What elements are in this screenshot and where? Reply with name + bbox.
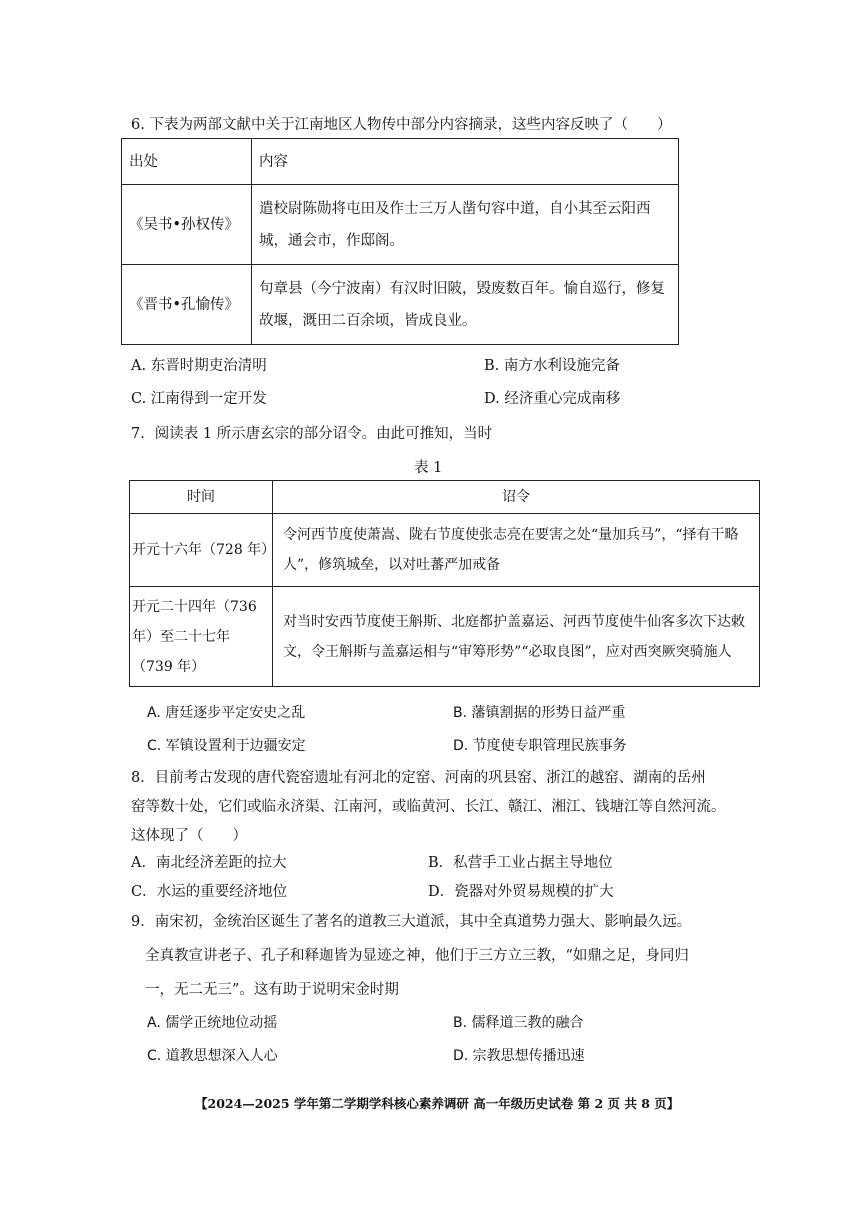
table-header-time: 时间 [130, 481, 273, 514]
q7-table-caption: 表 1 [414, 460, 443, 476]
q7-table [129, 480, 760, 687]
q6-table [121, 138, 679, 345]
table-header-source: 出处 [122, 139, 252, 185]
q7-option-b: B. 藩镇割据的形势日益严重 [453, 705, 626, 721]
q6-option-a: A. 东晋时期吏治清明 [131, 358, 267, 374]
q6-option-d: D. 经济重心完成南移 [484, 391, 621, 407]
q9-option-a: A. 儒学正统地位动摇 [147, 1015, 278, 1031]
page-footer: 【2024—2025 学年第二学期学科核心素养调研 高一年级历史试卷 第 2 页 共 8 页】 [195, 1096, 680, 1111]
table-row [130, 587, 760, 687]
q9-stem-line1: 9．南宋初，金统治区诞生了著名的道教三大道派，其中全真道势力强大、影响最久远。 [131, 914, 692, 930]
q7-stem: 7．阅读表 1 所示唐玄宗的部分诏令。由此可推知，当时 [131, 426, 493, 442]
table-row [122, 265, 679, 345]
q8-stem-line1: 8．目前考古发现的唐代瓷窑遗址有河北的定窑、河南的巩县窑、浙江的越窑、湖南的岳州 [131, 770, 706, 786]
q8-option-c: C．水运的重要经济地位 [131, 884, 288, 900]
table-cell-decree: 对当时安西节度使王斛斯、北庭都护盖嘉运、河西节度使牛仙客多次下达敕文，令王斛斯与盖嘉运相与“审筹形势”“必取良图”，应对西突厥突骑施人 [273, 587, 760, 687]
q7-option-c: C. 军镇设置利于边疆安定 [147, 738, 306, 754]
table-cell-content: 句章县（今宁波南）有汉时旧陂，毁废数百年。愉自巡行，修复故堰，溉田二百余顷，皆成良业。 [252, 265, 679, 345]
q8-stem-line2: 窑等数十处，它们或临永济渠、江南河，或临黄河、长江、赣江、湘江、钱塘江等自然河流。 [131, 799, 726, 815]
q9-option-d: D. 宗教思想传播迅速 [453, 1048, 585, 1064]
q9-stem-line2: 全真教宣讲老子、孔子和释迦皆为显迹之神，他们于三方立三教，“如鼎之足，身同归 [145, 948, 689, 964]
q9-stem-line3: 一，无二无三”。这有助于说明宋金时期 [145, 982, 399, 998]
table-row [122, 185, 679, 265]
q8-option-a: A．南北经济差距的拉大 [131, 855, 287, 871]
table-header-decree: 诏令 [273, 481, 760, 514]
table-cell-source: 《晋书•孔愉传》 [122, 265, 252, 345]
q7-option-a: A. 唐廷逐步平定安史之乱 [147, 705, 306, 721]
q9-option-c: C. 道教思想深入人心 [147, 1048, 278, 1064]
q7-option-d: D. 节度使专职管理民族事务 [453, 738, 627, 754]
q9-option-b: B. 儒释道三教的融合 [453, 1015, 584, 1031]
q6-stem: 6. 下表为两部文献中关于江南地区人物传中部分内容摘录，这些内容反映了（ ） [131, 117, 672, 133]
table-cell-time: 开元十六年（728 年） [130, 514, 273, 587]
table-header-content: 内容 [252, 139, 679, 185]
table-cell-content: 遣校尉陈勋将屯田及作士三万人凿句容中道，自小其至云阳西城，通会市，作邸阁。 [252, 185, 679, 265]
table-header-row [122, 139, 679, 185]
q6-option-c: C. 江南得到一定开发 [131, 391, 267, 407]
table-cell-decree: 令河西节度使萧嵩、陇右节度使张志亮在要害之处“量加兵马”，“择有干略人”，修筑城垒，以对吐蕃严加戒备 [273, 514, 760, 587]
table-cell-time: 开元二十四年（736 年）至二十七年（739 年） [130, 587, 273, 687]
q8-stem-line3: 这体现了（ ） [131, 828, 247, 844]
q8-option-b: B．私营手工业占据主导地位 [428, 855, 613, 871]
q6-option-b: B. 南方水利设施完备 [484, 358, 620, 374]
table-header-row [130, 481, 760, 514]
q8-option-d: D．瓷器对外贸易规模的扩大 [428, 884, 614, 900]
table-row [130, 514, 760, 587]
table-cell-source: 《吴书•孙权传》 [122, 185, 252, 265]
